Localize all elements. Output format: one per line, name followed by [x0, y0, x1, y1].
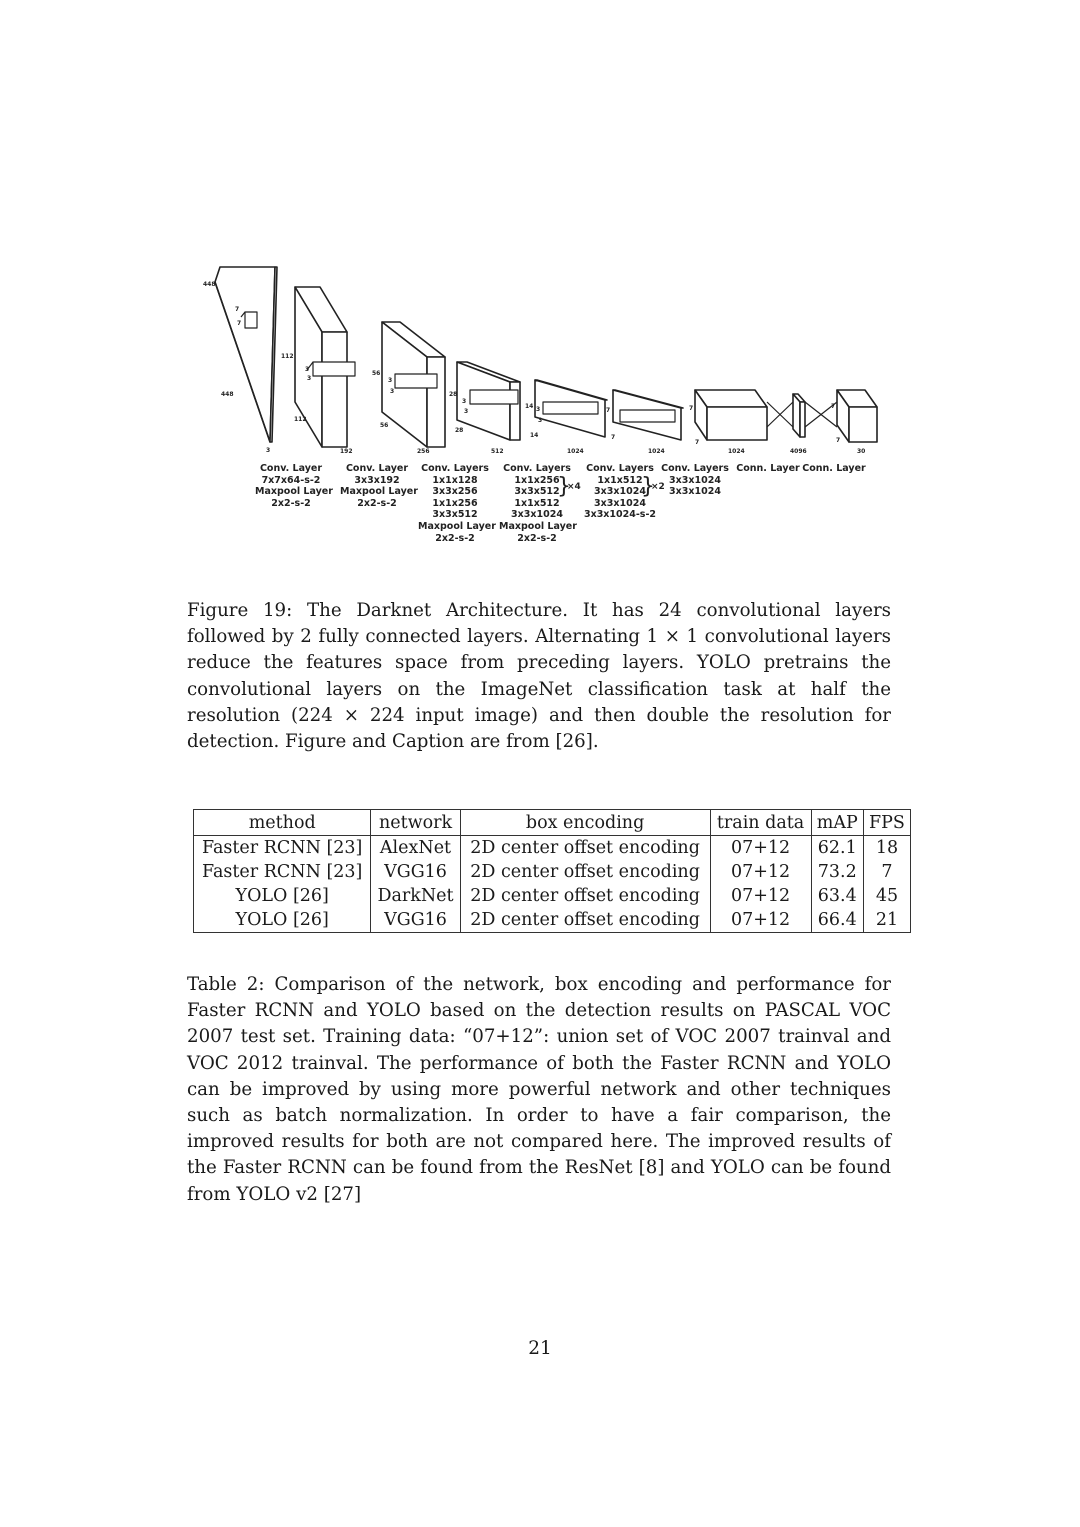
- layer-label-4: Conv. Layers 1x1x256 3x3x512 1x1x512 3x3x1024 Maxpool Layer 2x2-s-2: [499, 463, 577, 544]
- header-map: mAP: [811, 810, 863, 836]
- dim-l4-d: 1024: [567, 448, 584, 455]
- fc-layer-4096: [793, 394, 805, 437]
- cell-network: VGG16: [371, 860, 460, 884]
- table-row: [194, 908, 911, 933]
- cell-method: YOLO [26]: [194, 884, 371, 908]
- darknet-architecture-figure: [195, 262, 885, 552]
- cell-map: 66.4: [811, 908, 863, 933]
- dim-l5-h: 7: [606, 407, 611, 414]
- cell-map: 62.1: [811, 836, 863, 861]
- cell-fps: 45: [863, 884, 910, 908]
- cell-network: DarkNet: [371, 884, 460, 908]
- layer-label-8: Conn. Layer: [802, 463, 866, 474]
- layer-label-5: Conv. Layers 1x1x512 3x3x1024 3x3x1024 3x3x1024-s-2: [583, 463, 657, 521]
- cell-fps: 7: [863, 860, 910, 884]
- multiplier-x4: ×4: [567, 482, 581, 492]
- dim-k5a: 3: [536, 406, 541, 413]
- dim-l6-d: 1024: [728, 448, 745, 455]
- dim-fc1: 4096: [790, 448, 807, 455]
- header-network: network: [371, 810, 460, 836]
- dim-out-w: 7: [836, 437, 841, 444]
- conv-block-2: [382, 322, 445, 447]
- dim-input-h: 448: [203, 281, 216, 288]
- multiplier-x2: ×2: [651, 482, 665, 492]
- cell-box-encoding: 2D center offset encoding: [460, 836, 710, 861]
- dim-input-w: 448: [221, 391, 234, 398]
- dim-k4b: 3: [464, 408, 469, 415]
- dim-l5-d: 1024: [648, 448, 665, 455]
- dim-l6-w: 7: [695, 439, 700, 446]
- dim-k3b: 3: [390, 388, 395, 395]
- cell-box-encoding: 2D center offset encoding: [460, 884, 710, 908]
- dim-l3-d: 512: [491, 448, 504, 455]
- dim-l5-w: 7: [611, 434, 616, 441]
- cell-fps: 18: [863, 836, 910, 861]
- fc-connections-1: [767, 402, 793, 427]
- header-train-data: train data: [710, 810, 811, 836]
- figure-caption: Figure 19: The Darknet Architecture. It has 24 convolutional layers followed by 2 fully connected layers. Alternating 1 × 1 convolutional layers reduce the features space from preceding layers. YOLO pretrains the convolutional layers on the ImageNet classification task at half the resolution (224 × 224 input image) and then double the resolution for detection. Figure and Caption are from [26].: [187, 600, 891, 753]
- table-row: [194, 860, 911, 884]
- dim-l1-d: 192: [340, 448, 353, 455]
- dim-k3a: 3: [388, 377, 393, 384]
- dim-input-d: 3: [266, 447, 271, 454]
- cell-method: YOLO [26]: [194, 908, 371, 933]
- conv-block-3: [457, 362, 520, 440]
- dim-k1b: 7: [237, 320, 242, 327]
- dim-out-d: 30: [857, 448, 866, 455]
- input-image-block: [215, 267, 277, 442]
- cell-train-data: 07+12: [710, 836, 811, 861]
- dim-l1-h: 112: [281, 353, 294, 360]
- dim-l3-w: 28: [455, 427, 464, 434]
- header-fps: FPS: [863, 810, 910, 836]
- dim-k5b: 3: [538, 417, 543, 424]
- header-box-encoding: box encoding: [460, 810, 710, 836]
- cell-network: AlexNet: [371, 836, 460, 861]
- brace-x4-icon: }: [557, 474, 571, 499]
- layer-label-6: Conv. Layers 3x3x1024 3x3x1024: [661, 463, 729, 498]
- conv-block-5: [613, 390, 683, 440]
- dim-out-h: 7: [831, 403, 836, 410]
- layer-label-3: Conv. Layers 1x1x128 3x3x256 1x1x256 3x3x512 Maxpool Layer 2x2-s-2: [418, 463, 496, 544]
- comparison-table: [193, 809, 911, 933]
- header-method: method: [194, 810, 371, 836]
- cell-box-encoding: 2D center offset encoding: [460, 860, 710, 884]
- dim-k2b: 3: [307, 375, 312, 382]
- table-row: [194, 884, 911, 908]
- layer-label-7: Conn. Layer: [736, 463, 800, 474]
- layer-label-2: Conv. Layer 3x3x192 Maxpool Layer 2x2-s-2: [340, 463, 418, 509]
- dim-l4-h: 14: [525, 403, 534, 410]
- architecture-drawing: [195, 262, 885, 462]
- dim-k2a: 3: [305, 366, 310, 373]
- cell-map: 73.2: [811, 860, 863, 884]
- dim-l2-h: 56: [372, 370, 381, 377]
- cell-method: Faster RCNN [23]: [194, 836, 371, 861]
- conv-block-1: [295, 287, 355, 447]
- dim-l4-w: 14: [530, 432, 539, 439]
- conv-block-4: [535, 380, 607, 437]
- cell-box-encoding: 2D center offset encoding: [460, 908, 710, 933]
- cell-network: VGG16: [371, 908, 460, 933]
- cell-fps: 21: [863, 908, 910, 933]
- dim-k1a: 7: [235, 306, 240, 313]
- dim-k4a: 3: [462, 398, 467, 405]
- page-number: 21: [528, 1338, 552, 1359]
- dim-l2-w: 56: [380, 422, 389, 429]
- table-header-row: [194, 810, 911, 836]
- cell-train-data: 07+12: [710, 860, 811, 884]
- brace-x2-icon: }: [641, 474, 655, 499]
- cell-map: 63.4: [811, 884, 863, 908]
- cell-method: Faster RCNN [23]: [194, 860, 371, 884]
- dim-l2-d: 256: [417, 448, 430, 455]
- dim-l1-w: 112: [294, 416, 307, 423]
- dim-l3-h: 28: [449, 391, 458, 398]
- conv-block-6: [695, 390, 767, 440]
- cell-train-data: 07+12: [710, 908, 811, 933]
- cell-train-data: 07+12: [710, 884, 811, 908]
- output-tensor-block: [837, 390, 877, 442]
- table-caption: Table 2: Comparison of the network, box encoding and performance for Faster RCNN and YOLO based on the detection results on PASCAL VOC 2007 test set. Training data: “07+12”: union set of VOC 2007 trainval and VOC 2012 trainval. The performance of both the Faster RCNN and YOLO can be improved by using more powerful network and other techniques such as batch normalization. In order to have a fair comparison, the improved results for both are not compared here. The improved results of the Faster RCNN can be found from the ResNet [8] and YOLO can be found from YOLO v2 [27]: [187, 974, 891, 1205]
- table-row: [194, 836, 911, 861]
- layer-label-1: Conv. Layer 7x7x64-s-2 Maxpool Layer 2x2-s-2: [255, 463, 333, 509]
- dim-l6-h: 7: [689, 405, 694, 412]
